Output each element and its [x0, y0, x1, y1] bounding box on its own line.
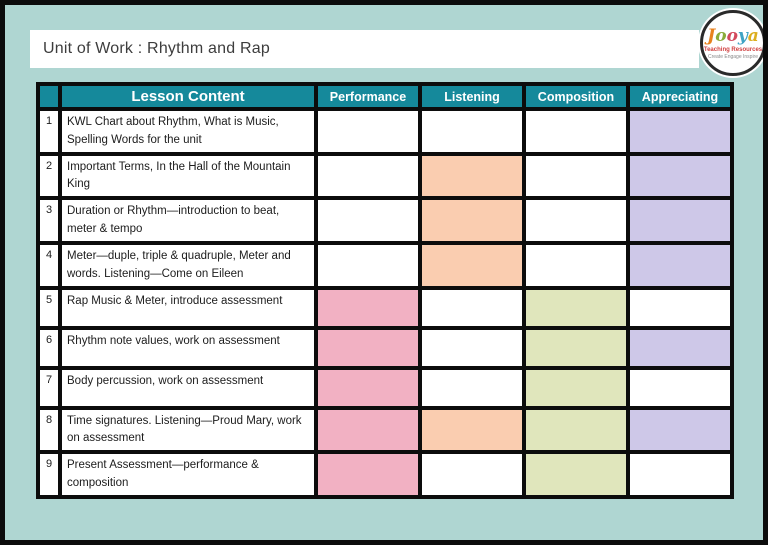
cell-appreciating-filled — [628, 328, 732, 368]
table-row — [38, 154, 732, 199]
table-row — [38, 109, 732, 154]
brand-letter: o — [715, 26, 727, 46]
row-number: 1 — [38, 109, 60, 154]
row-number: 2 — [38, 154, 60, 199]
cell-composition-filled — [524, 368, 628, 408]
column-header-composition: Composition — [524, 84, 628, 109]
cell-performance-empty — [316, 109, 420, 154]
row-number: 3 — [38, 198, 60, 243]
lesson-table — [36, 82, 734, 499]
lesson-table-body — [38, 109, 732, 497]
cell-appreciating-filled — [628, 243, 732, 288]
row-number: 9 — [38, 452, 60, 497]
cell-performance-filled — [316, 328, 420, 368]
brand-letter: y — [737, 26, 748, 46]
cell-performance-filled — [316, 368, 420, 408]
cell-appreciating-empty — [628, 452, 732, 497]
cell-performance-filled — [316, 452, 420, 497]
cell-composition-filled — [524, 288, 628, 328]
cell-composition-filled — [524, 452, 628, 497]
column-header-appreciating: Appreciating — [628, 84, 732, 109]
cell-performance-empty — [316, 154, 420, 199]
cell-listening-filled — [420, 154, 524, 199]
lesson-content-cell: Important Terms, In the Hall of the Mountain King — [60, 154, 316, 199]
cell-performance-filled — [316, 408, 420, 453]
lesson-content-cell: Meter—duple, triple & quadruple, Meter and words. Listening—Come on Eileen — [60, 243, 316, 288]
cell-appreciating-empty — [628, 368, 732, 408]
brand-logo — [700, 10, 766, 76]
cell-appreciating-empty — [628, 288, 732, 328]
column-header-lesson-content: Lesson Content — [60, 84, 316, 109]
title-bar — [30, 30, 699, 68]
row-number: 4 — [38, 243, 60, 288]
cell-listening-filled — [420, 198, 524, 243]
brand-tagline: Teaching Resources — [703, 47, 763, 53]
cell-performance-filled — [316, 288, 420, 328]
table-row — [38, 452, 732, 497]
cell-appreciating-filled — [628, 198, 732, 243]
cell-appreciating-filled — [628, 408, 732, 453]
table-row — [38, 198, 732, 243]
cell-performance-empty — [316, 243, 420, 288]
cell-composition-empty — [524, 243, 628, 288]
column-header-listening: Listening — [420, 84, 524, 109]
table-row — [38, 288, 732, 328]
row-number: 5 — [38, 288, 60, 328]
cell-listening-filled — [420, 408, 524, 453]
brand-letter: J — [707, 26, 716, 46]
column-header-performance: Performance — [316, 84, 420, 109]
cell-composition-filled — [524, 408, 628, 453]
lesson-content-cell: Rhythm note values, work on assessment — [60, 328, 316, 368]
cell-performance-empty — [316, 198, 420, 243]
cell-listening-empty — [420, 368, 524, 408]
cell-composition-empty — [524, 109, 628, 154]
lesson-content-cell: Body percussion, work on assessment — [60, 368, 316, 408]
cell-composition-empty — [524, 198, 628, 243]
brand-name — [707, 28, 759, 45]
cell-composition-filled — [524, 328, 628, 368]
table-row — [38, 328, 732, 368]
table-row — [38, 243, 732, 288]
table-row — [38, 368, 732, 408]
cell-listening-empty — [420, 328, 524, 368]
cell-listening-filled — [420, 243, 524, 288]
header-row — [38, 84, 732, 109]
cell-appreciating-filled — [628, 109, 732, 154]
row-number-header — [38, 84, 60, 109]
lesson-content-cell: Present Assessment—performance & composition — [60, 452, 316, 497]
cell-listening-empty — [420, 288, 524, 328]
row-number: 7 — [38, 368, 60, 408]
lesson-content-cell: Duration or Rhythm—introduction to beat, meter & tempo — [60, 198, 316, 243]
lesson-content-cell: Rap Music & Meter, introduce assessment — [60, 288, 316, 328]
cell-composition-empty — [524, 154, 628, 199]
cell-appreciating-filled — [628, 154, 732, 199]
row-number: 8 — [38, 408, 60, 453]
page-title: Unit of Work : Rhythm and Rap — [43, 40, 270, 57]
cell-listening-empty — [420, 109, 524, 154]
brand-letter: a — [747, 26, 759, 46]
brand-motto: Create Engage Inspire — [707, 54, 759, 60]
lesson-content-cell: Time signatures. Listening—Proud Mary, work on assessment — [60, 408, 316, 453]
lesson-content-cell: KWL Chart about Rhythm, What is Music, Spelling Words for the unit — [60, 109, 316, 154]
row-number: 6 — [38, 328, 60, 368]
table-row — [38, 408, 732, 453]
brand-letter: o — [726, 26, 738, 46]
cell-listening-empty — [420, 452, 524, 497]
